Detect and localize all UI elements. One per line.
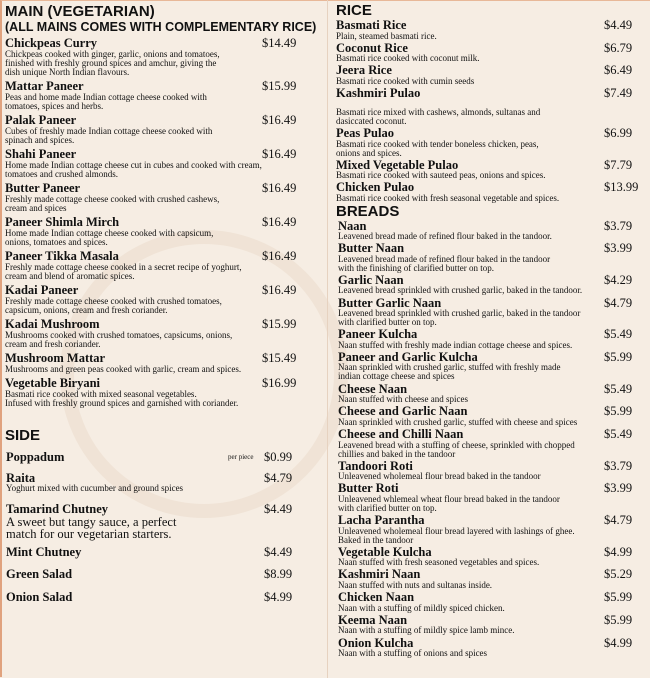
item-description: Mushrooms and green peas cooked with garlic, cream and spices. xyxy=(5,363,242,374)
item-name: Cheese and Chilli Naan xyxy=(338,427,464,441)
menu-item xyxy=(338,546,648,568)
item-description: Naan with a stuffing of onions and spices xyxy=(338,648,488,658)
item-price: $6.79 xyxy=(604,40,633,55)
item-description: Unleavened wholemeal flour bread baked in the tandoor xyxy=(338,471,541,482)
item-description: Peas and home made Indian cottage cheese cooked with tomatoes, spices and herbs. xyxy=(5,91,207,111)
item-description: Basmati rice cooked with cumin seeds xyxy=(336,75,475,86)
item-name: Mushroom Mattar xyxy=(5,351,106,365)
item-price: $4.99 xyxy=(604,544,633,559)
menu-item xyxy=(336,19,648,41)
item-description: Freshly made cottage cheese cooked in a secret recipe of yoghurt, cream and blend of aromatic spices. xyxy=(5,261,242,281)
menu-item xyxy=(338,568,648,590)
item-description: Leavened bread made of refined flour baked in the tandoor with the finishing of clarified butter on top. xyxy=(338,253,551,273)
item-price: $5.49 xyxy=(604,427,633,441)
item-name: Paneer and Garlic Kulcha xyxy=(338,349,478,364)
menu-item xyxy=(338,220,648,242)
item-name: Cheese and Garlic Naan xyxy=(338,404,468,419)
item-description: Leavened bread made of refined flour baked in the tandoor. xyxy=(338,231,552,241)
item-price: $3.99 xyxy=(604,241,633,256)
item-description: Naan sprinkled with crushed garlic, stuffed with freshly made indian cottage cheese and spices xyxy=(338,362,561,382)
item-name: Keema Naan xyxy=(338,612,408,627)
item-price: $14.49 xyxy=(262,36,297,50)
menu-item xyxy=(338,351,648,382)
item-name: Kadai Mushroom xyxy=(5,317,100,331)
item-description: Leavened bread with a stuffing of cheese, sprinkled with chopped chillies and baked in the tandoor xyxy=(338,439,575,459)
item-description: Freshly made cottage cheese cooked with crushed cashews, cream and spices xyxy=(5,193,220,213)
item-description: Basmati rice mixed with cashews, almonds, sultanas and dasiccated coconut. xyxy=(336,107,541,126)
menu-item xyxy=(338,428,648,459)
item-name: Mattar Paneer xyxy=(5,79,84,93)
item-name: Poppadum xyxy=(6,450,65,464)
item-name: Cheese Naan xyxy=(338,381,408,396)
menu-item xyxy=(336,64,648,86)
item-name: Chicken Naan xyxy=(338,590,415,605)
item-price: $4.49 xyxy=(264,544,293,559)
item-description: Home made Indian cottage cheese cut in cubes and cooked with cream, tomatoes and crushed almonds. xyxy=(5,159,262,179)
item-description: Naan with a stuffing of mildly spiced chicken. xyxy=(338,602,505,613)
menu-item xyxy=(5,148,323,179)
item-name: Kashmiri Naan xyxy=(338,567,421,582)
item-name: Green Salad xyxy=(6,567,73,581)
item-price: $16.49 xyxy=(262,283,297,297)
item-description: Basmati rice cooked with fresh seasonal vegetable and spices. xyxy=(336,192,560,203)
menu-item xyxy=(338,297,648,328)
menu-item xyxy=(338,328,648,350)
side-section-title: SIDE xyxy=(5,427,41,444)
item-price: $16.49 xyxy=(262,181,297,195)
item-price: $15.99 xyxy=(262,317,297,331)
item-price: $4.99 xyxy=(264,589,293,604)
item-name: Raita xyxy=(6,470,36,485)
breads-section-title: BREADS xyxy=(336,202,400,220)
menu-item xyxy=(6,568,324,581)
item-price: $16.49 xyxy=(262,113,297,127)
menu-item xyxy=(336,87,648,127)
item-price: $4.79 xyxy=(264,470,293,485)
item-price: $5.49 xyxy=(604,381,633,396)
menu-item xyxy=(5,37,323,77)
item-name: Mint Chutney xyxy=(6,544,82,559)
menu-item xyxy=(338,460,648,482)
menu-item xyxy=(6,591,324,604)
item-price: $15.99 xyxy=(262,79,297,93)
menu-item xyxy=(5,216,323,247)
menu-item xyxy=(338,637,648,659)
main-items xyxy=(5,37,323,411)
menu-item xyxy=(336,127,648,158)
item-description: Unleavened wholemeal flour bread layered with lashings of ghee. Baked in the tandoor xyxy=(338,525,575,545)
item-name: Onion Salad xyxy=(6,589,73,604)
item-description: Mushrooms cooked with crushed tomatoes, capsicums, onions, cream and fresh coriander. xyxy=(5,329,233,349)
rice-items xyxy=(336,19,648,203)
item-price: $5.99 xyxy=(604,590,633,605)
item-description: Naan sprinkled with crushed garlic, stuffed with cheese and spices xyxy=(338,416,578,427)
menu-item xyxy=(338,482,648,513)
item-name: Coconut Rice xyxy=(336,40,408,55)
main-section-title: MAIN (VEGETARIAN) xyxy=(5,3,155,20)
item-name: Mixed Vegetable Pulao xyxy=(336,157,459,172)
menu-item xyxy=(338,591,648,613)
item-price: $16.49 xyxy=(262,215,297,229)
item-price: $5.29 xyxy=(604,567,633,582)
item-price: $3.79 xyxy=(604,458,633,473)
rice-section-title: RICE xyxy=(336,2,372,19)
item-name: Chickpeas Curry xyxy=(5,36,98,50)
item-price: $4.49 xyxy=(264,502,293,516)
item-name: Chicken Pulao xyxy=(336,180,415,194)
item-price: $7.49 xyxy=(604,85,633,100)
item-price: $4.29 xyxy=(604,272,633,287)
item-description: Naan with a stuffing of mildly spice lamb mince. xyxy=(338,625,515,636)
item-name: Palak Paneer xyxy=(5,113,77,127)
menu-item xyxy=(5,377,323,408)
item-name: Naan xyxy=(338,218,367,233)
item-price: $13.99 xyxy=(604,180,639,194)
menu-item xyxy=(338,274,648,296)
item-price: $4.79 xyxy=(604,513,633,528)
item-description: Leavened bread sprinkled with crushed garlic, baked in the tandoor. xyxy=(338,285,583,296)
item-name: Peas Pulao xyxy=(336,126,394,140)
menu-item xyxy=(6,503,324,541)
item-price: $16.99 xyxy=(262,376,297,390)
item-description: Cubes of freshly made Indian cottage cheese cooked with spinach and spices. xyxy=(5,125,213,145)
item-description: Basmati rice cooked with coconut milk. xyxy=(336,53,480,63)
menu-item xyxy=(5,318,323,349)
item-description: Chickpeas cooked with ginger, garlic, onions and tomatoes, finished with freshly ground spices and amchur, giving the dish unique North Indian flavours. xyxy=(5,48,220,77)
item-price: $15.49 xyxy=(262,351,297,365)
menu-item xyxy=(338,383,648,405)
item-price: $7.79 xyxy=(604,157,633,172)
item-name: Kadai Paneer xyxy=(5,283,79,297)
item-description: Leavened bread sprinkled with crushed garlic, baked in the tandoor with clarified butter on top. xyxy=(338,308,581,328)
item-price: $3.99 xyxy=(604,481,633,496)
item-price: $8.99 xyxy=(264,567,293,581)
item-description: Basmati rice cooked with tender boneless chicken, peas, onions and spices. xyxy=(336,138,539,158)
menu-item xyxy=(336,159,648,181)
item-name: Butter Garlic Naan xyxy=(338,295,442,310)
item-price: $6.99 xyxy=(604,126,633,140)
item-name: Kashmiri Pulao xyxy=(336,85,421,100)
item-price: $5.49 xyxy=(604,327,633,342)
item-description: Naan stuffed with fresh seasoned vegetables and spices. xyxy=(338,557,540,568)
menu-item xyxy=(5,114,323,145)
item-price: $5.99 xyxy=(604,612,633,627)
item-name: Paneer Shimla Mirch xyxy=(5,215,120,229)
item-description: Naan stuffed with cheese and spices xyxy=(338,394,469,405)
menu-item xyxy=(336,42,648,64)
item-name: Jeera Rice xyxy=(336,63,392,77)
column-divider xyxy=(327,0,328,678)
main-section-subtitle: (ALL MAINS COMES WITH COMPLEMENTARY RICE) xyxy=(5,20,317,34)
item-price: $6.49 xyxy=(604,63,633,77)
menu-item xyxy=(6,546,324,559)
item-description: Freshly made cottage cheese cooked with crushed tomatoes, capsicum, onions, cream and fresh coriander. xyxy=(5,295,222,315)
item-description: Plain, steamed basmati rice. xyxy=(336,30,437,41)
item-price: $3.79 xyxy=(604,218,633,233)
item-name: Butter Roti xyxy=(338,481,399,496)
item-description: A sweet but tangy sauce, a perfect match for our vegetarian starters. xyxy=(6,514,177,541)
item-description: Naan stuffed with freshly made indian cottage cheese and spices. xyxy=(338,339,573,350)
right-column xyxy=(336,3,648,659)
item-name: Tamarind Chutney xyxy=(6,502,108,516)
item-price: $5.99 xyxy=(604,349,633,364)
item-name: Paneer Kulcha xyxy=(338,327,418,342)
menu-item xyxy=(338,242,648,273)
item-name: Onion Kulcha xyxy=(338,635,414,650)
side-items xyxy=(6,451,324,603)
item-name: Garlic Naan xyxy=(338,272,404,287)
item-description: Unleavened whlemeal wheat flour bread baked in the tandoor with clarified butter on top. xyxy=(338,493,560,513)
item-description: Home made Indian cottage cheese cooked with capsicum, onions, tomatoes and spices. xyxy=(5,227,214,247)
item-price: $4.49 xyxy=(604,18,633,32)
item-description: Basmati rice cooked with mixed seasonal vegetables. Infused with freshly ground spices and garnished with coriander. xyxy=(5,388,239,408)
item-price: $5.99 xyxy=(604,404,633,419)
menu-item xyxy=(338,405,648,427)
item-name: Lacha Parantha xyxy=(338,513,425,528)
menu-item xyxy=(6,472,324,494)
item-name: Vegetable Kulcha xyxy=(338,544,432,559)
menu-item xyxy=(338,514,648,545)
item-name: Basmati Rice xyxy=(336,18,407,32)
menu-item xyxy=(5,182,323,213)
item-name: Paneer Tikka Masala xyxy=(5,249,119,263)
item-name: Butter Naan xyxy=(338,241,405,256)
item-description: Basmati rice cooked with sauteed peas, onions and spices. xyxy=(336,170,546,180)
menu-item xyxy=(5,352,323,374)
item-price: $4.99 xyxy=(604,635,633,650)
item-price: $16.49 xyxy=(262,147,297,161)
menu-item xyxy=(336,181,648,203)
item-name: Shahi Paneer xyxy=(5,147,77,161)
item-description: Naan stuffed with nuts and sultanas inside. xyxy=(338,579,493,590)
item-price: $16.49 xyxy=(262,249,297,263)
item-name: Tandoori Roti xyxy=(338,458,413,473)
menu-item xyxy=(5,250,323,281)
breads-items xyxy=(336,220,648,659)
item-name: Vegetable Biryani xyxy=(5,376,101,390)
item-price: $0.99 xyxy=(264,450,293,464)
item-price: $4.79 xyxy=(604,295,633,310)
menu-item xyxy=(338,614,648,636)
menu-item xyxy=(5,80,323,111)
menu-item xyxy=(6,451,324,464)
item-description: Yoghurt mixed with cucumber and ground spices xyxy=(6,483,184,493)
item-note: per piece xyxy=(228,453,254,461)
item-name: Butter Paneer xyxy=(5,181,81,195)
menu-item xyxy=(5,284,323,315)
